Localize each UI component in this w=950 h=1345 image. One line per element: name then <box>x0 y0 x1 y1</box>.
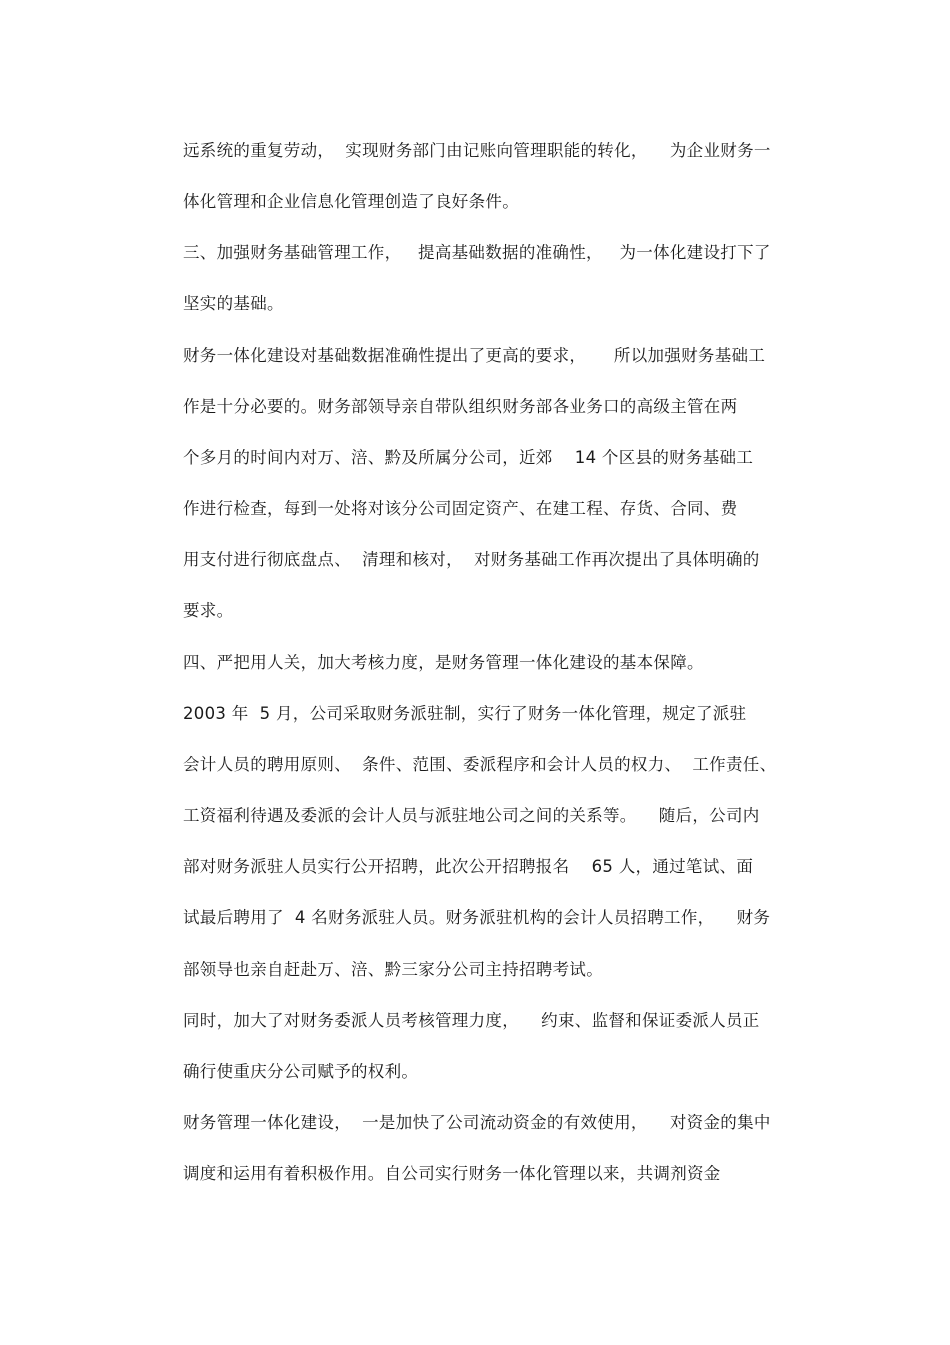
text-line: 作进行检查，每到一处将对该分公司固定资产、在建工程、存货、合同、费 <box>183 499 738 518</box>
section-heading: 四、严把用人关，加大考核力度，是财务管理一体化建设的基本保障。 <box>183 653 704 672</box>
text-line: 远系统的重复劳动， 实现财务部门由记账向管理职能的转化， 为企业财务一 <box>183 141 771 160</box>
text-line: 工资福利待遇及委派的会计人员与派驻地公司之间的关系等。 随后，公司内 <box>183 806 760 825</box>
text-line: 调度和运用有着积极作用。自公司实行财务一体化管理以来，共调剂资金 <box>183 1164 721 1183</box>
text-line: 体化管理和企业信息化管理创造了良好条件。 <box>183 192 519 211</box>
text-line: 个多月的时间内对万、涪、黔及所属分公司，近郊 14 个区县的财务基础工 <box>183 448 754 467</box>
text-line: 财务一体化建设对基础数据准确性提出了更高的要求， 所以加强财务基础工 <box>183 346 766 365</box>
text-line: 同时，加大了对财务委派人员考核管理力度， 约束、监督和保证委派人员正 <box>183 1011 760 1030</box>
text-line: 确行使重庆分公司赋予的权利。 <box>183 1062 419 1081</box>
text-line: 要求。 <box>183 601 234 620</box>
text-line: 作是十分必要的。财务部领导亲自带队组织财务部各业务口的高级主管在两 <box>183 397 738 416</box>
text-line: 部领导也亲自赶赴万、涪、黔三家分公司主持招聘考试。 <box>183 960 603 979</box>
text-line: 财务管理一体化建设， 一是加快了公司流动资金的有效使用， 对资金的集中 <box>183 1113 771 1132</box>
text-line: 部对财务派驻人员实行公开招聘，此次公开招聘报名 65 人，通过笔试、面 <box>183 857 754 876</box>
text-line: 用支付进行彻底盘点、 清理和核对， 对财务基础工作再次提出了具体明确的 <box>183 550 760 569</box>
section-heading: 三、加强财务基础管理工作， 提高基础数据的准确性， 为一体化建设打下了 <box>183 243 771 262</box>
text-line: 2003 年 5 月，公司采取财务派驻制，实行了财务一体化管理，规定了派驻 <box>183 704 747 723</box>
text-line: 会计人员的聘用原则、 条件、范围、委派程序和会计人员的权力、 工作责任、 <box>183 755 777 774</box>
section-heading: 坚实的基础。 <box>183 294 284 313</box>
text-line: 试最后聘用了 4 名财务派驻人员。财务派驻机构的会计人员招聘工作， 财务 <box>183 908 771 927</box>
